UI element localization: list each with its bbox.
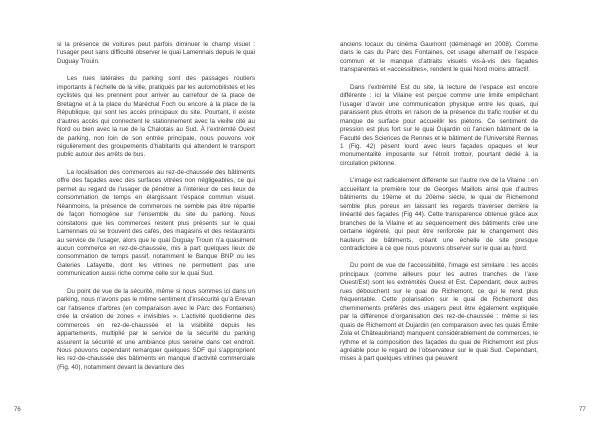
left-paragraph-3: La localisation des commerces au rez-de-chaussée des bâtiments offre des façades avec des surfaces vitrées non négligeables, ce qui permet au regard de l’usager de pénétrer à l’intérieur de ces lieux de consommation de temps en élargissant l’espace commun visuel. Néanmoins, la présence de commerces ne semble pas être répartie de façon homogène sur l’ensemble du site du parking. Nous constatons que les commerces restent plus présents sur le quai Lamennais où se trouvent des cafés, des magasins et des restaurants au service de l’usager, alors que le quai Duguay Trouin n’a quasiment aucun commerce en rez-de-chaussée, mis à part quelques lieux de consommation de temps passif, notamment le Banque BNP ou les Galeries Lafayette, dont les vitrines ne permettent pas une communication aussi riche comme celle sur le quai Sud. [57,168,255,278]
left-paragraph-4: Du point de vue de la sécurité, même si nous sommes ici dans un parking, nous n’avons pas le même sentiment d’insécurité qu’à Erevan car l’absence d’arbres (en comparaison avec le Parc des Fontaines) crée la création de zones « invisibles ». L’activité quotidienne des commerces en rez-de-chaussée et la visibilité depuis les appartements, multiplié par le service de la sécurité du parking assurent la sécurité et une ambiance plus sereine dans cet endroit. Nous pouvons cependant remarquer quelques SDF qui s’approprient les rez-de-chaussée des bâtiments en manque d’activité commerciale (Fig. 40), notamment devant la devanture des [57,287,255,371]
right-paragraph-3: L’image est radicalement différente sur l’autre rive de la Vilaine : en accueillant la première tour de Georges Maillols ainsi que d’autres bâtiments du 19ème et du 20ème siècle, le quai de Richemond semble plus poreux en laissant les regards traverser derrière la linéarité des façades (Fig 44). Cette transparence obtenue grâce aux branches de la Vilaine et au séquencement des bâtiments crée une certaine légèreté, qui peut être renforcée par le changement des hauteurs de bâtiments, créant une échelle de site presque contradictoire à ce que nous pouvons observer sur le quai au Nord. [340,177,538,252]
left-page-number: 76 [14,407,21,413]
left-paragraph-2: Les rues latérales du parking sont des passages routiers importants à l’échelle de la ville, pratiqués par les automobilistes et les cyclistes qui les prennent pour arriver au carrefour de la place de Bretagne et à la place du Maréchal Foch ou encore à la place de la République, qui sont les accès principaux du site. Pourtant, il existe d’autres accès qui connectent le stationnement avec la vieille cité au Nord ou bien avec la rue de la Chalotais au Sud. À l’extrémité Ouest de parking, non loin de son entrée principale, nous pouvons voir régulièrement des groupements d’habitants qui attendent le transport public autour des arrêts de bus. [57,75,255,159]
left-page-text-column [57,41,255,381]
right-paragraph-4: Du point de vue de l’accessibilité, l’image est similaire : les accès principaux (comme ailleurs pour les autres tranches de l’axe Ouest/Est) sont les extrémités Ouest et Est. Cependant, deux autres rues débouchent sur le quai de Richemont, ce qui le rend plus fréquentable. Cette polarisation sur le quai de Richemont des cheminements préférés des usagers peut être également expliquée par la différence d’organisation des rez-de-chaussée : même si les quais de Richemont et Dujardin (en comparaison avec les quais Émile Zola et Châteaubriand) manquent considérablement de commerces, le rythme et la composition des façades du quai de Richemont est plus agréable pour le regard de l’observateur sur le quai Sud. Cependant, mises à part quelques vitrines qui peuvent [340,262,538,363]
right-page-text-column [340,41,538,373]
right-paragraph-1: anciens locaux du cinéma Gaumont (déménagé en 2008). Comme dans le cas du Parc des Fontaines, cet usage alternatif de l’espace commun et le manque d’attraits visuels vis-à-vis des façades transparentes et «accessibles», rendent le quai Nord moins attractif. [340,41,538,74]
left-paragraph-1: si la présence de voitures peut parfois diminuer le champ visuel : l’usager peut sans difficulté observer le quai Lamennais depuis le quai Duguay Trouin. [57,41,255,65]
right-page-number: 77 [579,407,586,413]
right-paragraph-2: Dans l’extrémité Est du site, la lecture de l’espace est encore différente : ici la Vilaine est perçue comme une limite empêchant l’usager d’avoir une communication physique entre les quais, qui paraissent plus étroits en raison de la présence du trafic routier et du manque de surface pour accueillir les piétons. Ce sentiment de pression est plus fort sur le quai Dujardin où l’ancien bâtiment de la Faculté des Sciences de Rennes et le bâtiment de l’Université Rennes 1 (Fig. 42) pèsent lourd avec leurs façades opaques et leur monumentalité imposante sur l’étroit trottoir, pourtant dédié à la circulation piétonne. [340,83,538,167]
